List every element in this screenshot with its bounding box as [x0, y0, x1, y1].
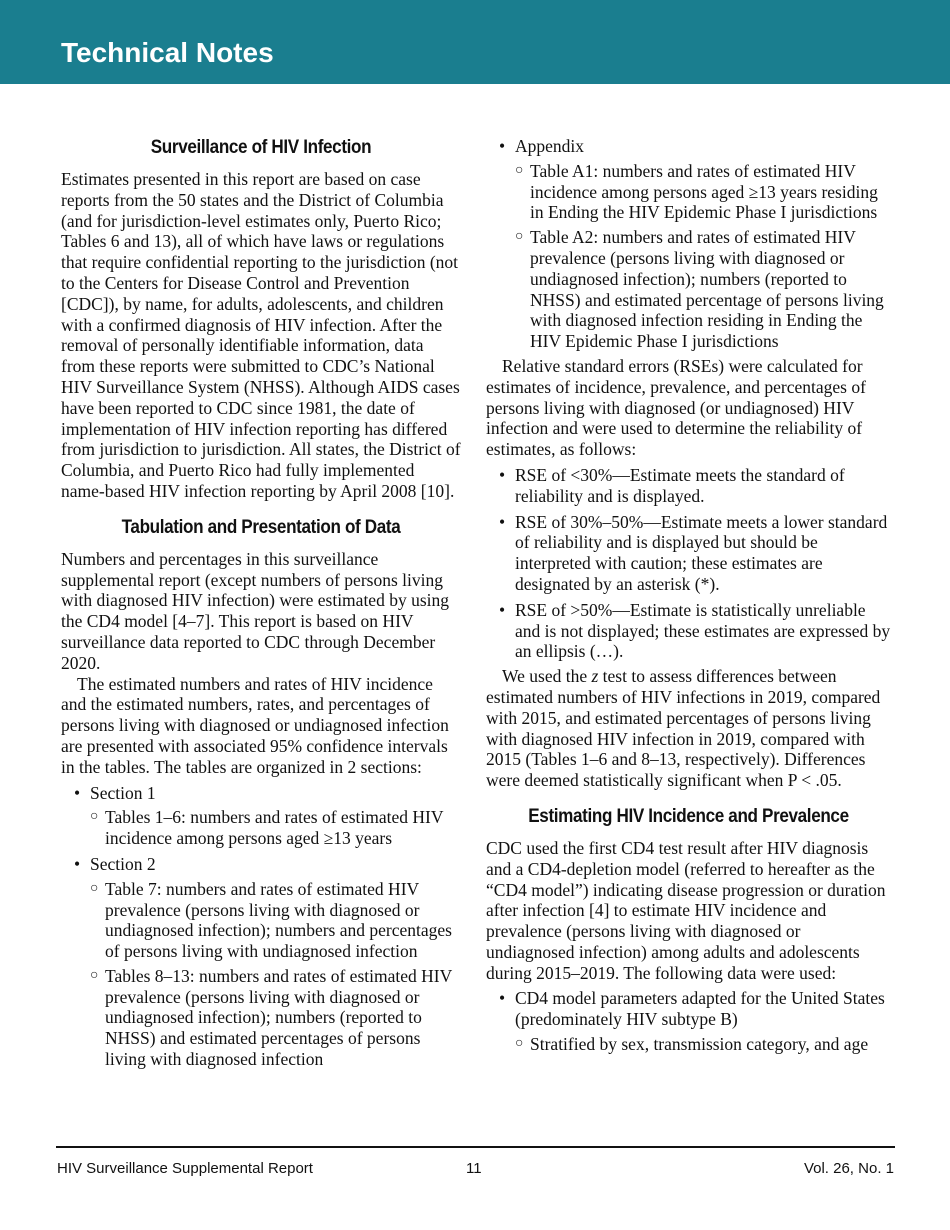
- footer-report-title: HIV Surveillance Supplemental Report: [57, 1160, 313, 1177]
- left-column: [61, 136, 461, 1070]
- list-item: ○ Table A2: numbers and rates of estimated HIV prevalence (persons living with diagnosed or undiagnosed infection); numbers (reported to NHSS) and estimated percentage of persons living with diagnosed infection residing in Ending the HIV Epidemic Phase I jurisdictions: [515, 227, 891, 352]
- list-item: [74, 854, 461, 1070]
- page-number: 11: [466, 1160, 482, 1177]
- list-item: ○ Stratified by sex, transmission category, and age: [515, 1034, 891, 1055]
- right-column: [486, 136, 891, 1055]
- list-item: • RSE of >50%—Estimate is statistically unreliable and is not displayed; these estimates are expressed by an ellipsis (…).: [499, 600, 891, 662]
- rse-list: [486, 465, 891, 662]
- footer-volume: Vol. 26, No. 1: [803, 1160, 894, 1177]
- header-banner: [0, 0, 950, 84]
- tabulation-paragraph-2: The estimated numbers and rates of HIV incidence and the estimated numbers, rates, and percentages of persons living with diagnosed or undiagnosed infection are presented with associated 95% confidence intervals in the tables. The tables are organized in 2 sections:: [61, 673, 449, 777]
- heading-estimating: Estimating HIV Incidence and Prevalence: [528, 805, 849, 827]
- rse-paragraph: Relative standard errors (RSEs) were calculated for estimates of incidence, prevalence, and percentages of persons living with diagnosed (or undiagnosed) HIV infection and were used to determine the reliability of estimates, as follows:: [486, 355, 866, 460]
- heading-surveillance: Surveillance of HIV Infection: [150, 137, 372, 158]
- data-used-list: [486, 988, 891, 1054]
- list-item: [499, 988, 891, 1054]
- sections-list: [61, 783, 461, 1070]
- list-item: ○ Tables 1–6: numbers and rates of estimated HIV incidence among persons aged ≥13 years: [90, 807, 461, 849]
- list-item: ○ Table 7: numbers and rates of estimated HIV prevalence (persons living with diagnosed or undiagnosed infection); numbers and percentages of persons living with undiagnosed infection: [90, 879, 461, 962]
- tabulation-paragraph-1: Numbers and percentages in this surveillance supplemental report (except numbers of persons living with diagnosed HIV infection) were estimated by using the CD4 model [4–7]. This report is based on HIV surveillance data reported to CDC through December 2020.: [61, 548, 449, 673]
- section-2-label: Section 2: [90, 853, 156, 874]
- surveillance-paragraph: Estimates presented in this report are based on case reports from the 50 states and the District of Columbia (and for jurisdiction-level estimates only, Puerto Rico; Tables 6 and 13), all of which have laws or regulations that require confidential reporting to the jurisdiction (not to the Centers for Disease Control and Prevention [CDC]), by name, for adults, adolescents, and children with a confirmed diagnosis of HIV infection. After the removal of personally identifiable information, data from these reports were submitted to CDC’s National HIV Surveillance System (NHSS). Although AIDS cases have been reported to CDC since 1981, the date of implementation of HIV infection reporting has differed from jurisdiction to jurisdiction. All states, the District of Columbia, and Puerto Rico had fully implemented name-based HIV infection reporting by April 2008 [10].: [61, 169, 461, 501]
- appendix-label: Appendix: [515, 136, 585, 156]
- list-item: ○ Tables 8–13: numbers and rates of estimated HIV prevalence (persons living with diagnosed or undiagnosed infection); numbers (reported to NHSS) and estimated percentages of persons living with diagnosed infection: [90, 966, 461, 1070]
- list-item: • RSE of <30%—Estimate meets the standard of reliability and is displayed.: [499, 465, 891, 507]
- list-item: [74, 783, 461, 849]
- list-item: ○ Table A1: numbers and rates of estimated HIV incidence among persons aged ≥13 years residing in Ending the HIV Epidemic Phase I jurisdictions: [515, 161, 891, 223]
- ztest-paragraph: We used the z test to assess differences between estimated numbers of HIV infections in 2019, compared with 2015, and estimated percentages of persons living with diagnosed HIV infection in 2019, compared with 2015 (Tables 1–6 and 8–13, respectively). Differences were deemed statistically significant when P < .05.: [486, 666, 881, 791]
- cd4-params-label: CD4 model parameters adapted for the United States (predominately HIV subtype B): [515, 988, 885, 1030]
- page-title: Technical Notes: [61, 37, 274, 68]
- estimating-paragraph: CDC used the first CD4 test result after HIV diagnosis and a CD4-depletion model (referred to hereafter as the “CD4 model”) indicating disease progression or duration after infection [4] to estimate HIV incidence and prevalence (persons living with diagnosed or undiagnosed infection) among adults and adolescents during 2015–2019. The following data were used:: [486, 837, 886, 983]
- footer-divider: [56, 1146, 895, 1148]
- list-item: • RSE of 30%–50%—Estimate meets a lower standard of reliability and is displayed but should be interpreted with caution; these estimates are designated by an asterisk (*).: [499, 512, 891, 595]
- list-item: [499, 136, 891, 352]
- section-1-label: Section 1: [90, 782, 156, 803]
- heading-tabulation: Tabulation and Presentation of Data: [121, 516, 401, 538]
- appendix-list: [486, 136, 891, 352]
